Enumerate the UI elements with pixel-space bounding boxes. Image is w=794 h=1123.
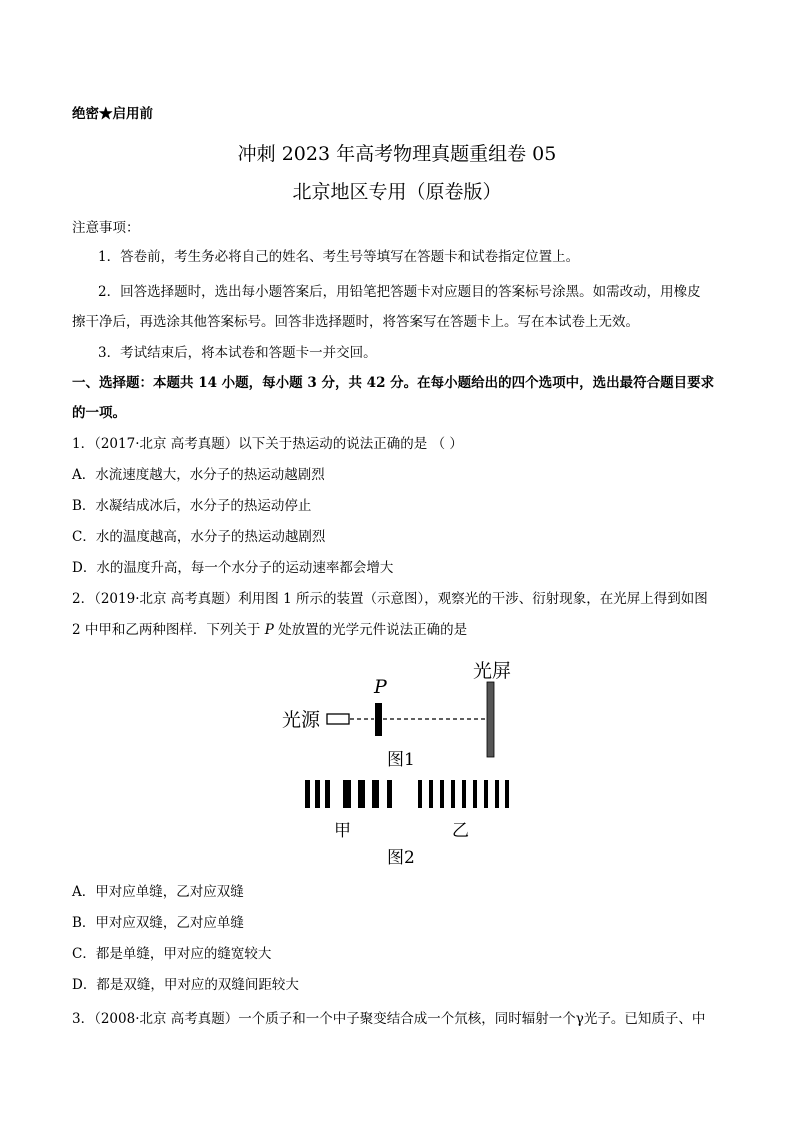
pattern-b-fringe [418,780,422,808]
exam-title: 冲刺 2023 年高考物理真题重组卷 05 [237,143,557,165]
pattern-a-fringe [305,780,310,808]
exam-subtitle: 北京地区专用（原卷版） [292,181,502,203]
pattern-a-fringe [387,780,392,808]
screen-label: 光屏 [473,660,512,682]
q1-option-c: C．水的温度越高，水分子的热运动越剧烈 [72,529,326,545]
pattern-b-fringe [429,780,433,808]
note-item-3: 3．考试结束后，将本试卷和答题卡一并交回。 [98,345,377,361]
figure-2-label: 图2 [387,848,415,868]
pattern-b-fringe [462,780,466,808]
figure-1-label: 图1 [387,750,415,770]
note-item-1: 1．答卷前，考生务必将自己的姓名、考生号等填写在答题卡和试卷指定位置上。 [98,249,580,265]
pattern-a-fringe [315,780,320,808]
light-source-label: 光源 [282,709,321,731]
q1-stem: 1．（2017·北京 高考真题）以下关于热运动的说法正确的是 （ ） [72,436,463,452]
section-heading-cont: 的一项。 [72,405,126,421]
pattern-b-fringe [505,780,509,808]
pattern-a-fringe [325,780,330,808]
notes-heading: 注意事项： [72,220,140,236]
secret-label: 绝密★启用前 [72,106,153,122]
q1-option-b: B．水凝结成冰后，水分子的热运动停止 [72,498,312,514]
pattern-b-fringe [484,780,488,808]
pattern-b [418,780,509,808]
light-source-box [327,714,349,724]
pattern-a-fringe [358,780,365,808]
q3-stem: 3．（2008·北京 高考真题）一个质子和一个中子聚变结合成一个氘核，同时辐射一个γ光子。已知质子、中 [72,1011,706,1027]
q2-option-c: C．都是单缝，甲对应的缝宽较大 [72,946,272,962]
q2-stem-post: 处放置的光学元件说法正确的是 [278,622,468,638]
pattern-b-fringe [451,780,455,808]
p-label: P [374,676,387,698]
pattern-a-label: 甲 [334,821,351,841]
pattern-a-fringe [343,780,351,808]
pattern-b-label: 乙 [452,821,469,841]
pattern-a [305,780,392,808]
pattern-b-fringe [473,780,477,808]
q2-option-d: D．都是双缝，甲对应的双缝间距较大 [72,977,299,993]
optical-element-p [375,703,382,736]
optics-figure [0,650,794,870]
section-heading: 一、选择题：本题共 14 小题，每小题 3 分，共 42 分。在每小题给出的四个选项中，选出最符合题目要求 [72,375,715,391]
pattern-b-fringe [440,780,444,808]
q1-option-a: A．水流速度越大，水分子的热运动越剧烈 [72,467,325,483]
light-screen [487,682,494,757]
note-item-2-cont: 擦干净后，再选涂其他答案标号。回答非选择题时，将答案写在答题卡上。写在本试卷上无效。 [72,314,639,330]
pattern-b-fringe [495,780,499,808]
q2-stem-line2 [72,620,467,640]
q2-option-a: A．甲对应单缝，乙对应双缝 [72,884,244,900]
note-item-2: 2．回答选择题时，选出每小题答案后，用铅笔把答题卡对应题目的答案标号涂黑。如需改动，用橡皮 [98,284,701,300]
q2-stem-var: P [264,622,274,638]
q2-option-b: B．甲对应双缝，乙对应单缝 [72,915,244,931]
q2-stem-pre: 2 中甲和乙两种图样．下列关于 [72,622,261,638]
q2-stem-line1: 2．（2019·北京 高考真题）利用图 1 所示的装置（示意图），观察光的干涉、衍射现象，在光屏上得到如图 [72,591,708,607]
q1-option-d: D．水的温度升高，每一个水分子的运动速率都会增大 [72,560,394,576]
pattern-a-fringe [372,780,379,808]
